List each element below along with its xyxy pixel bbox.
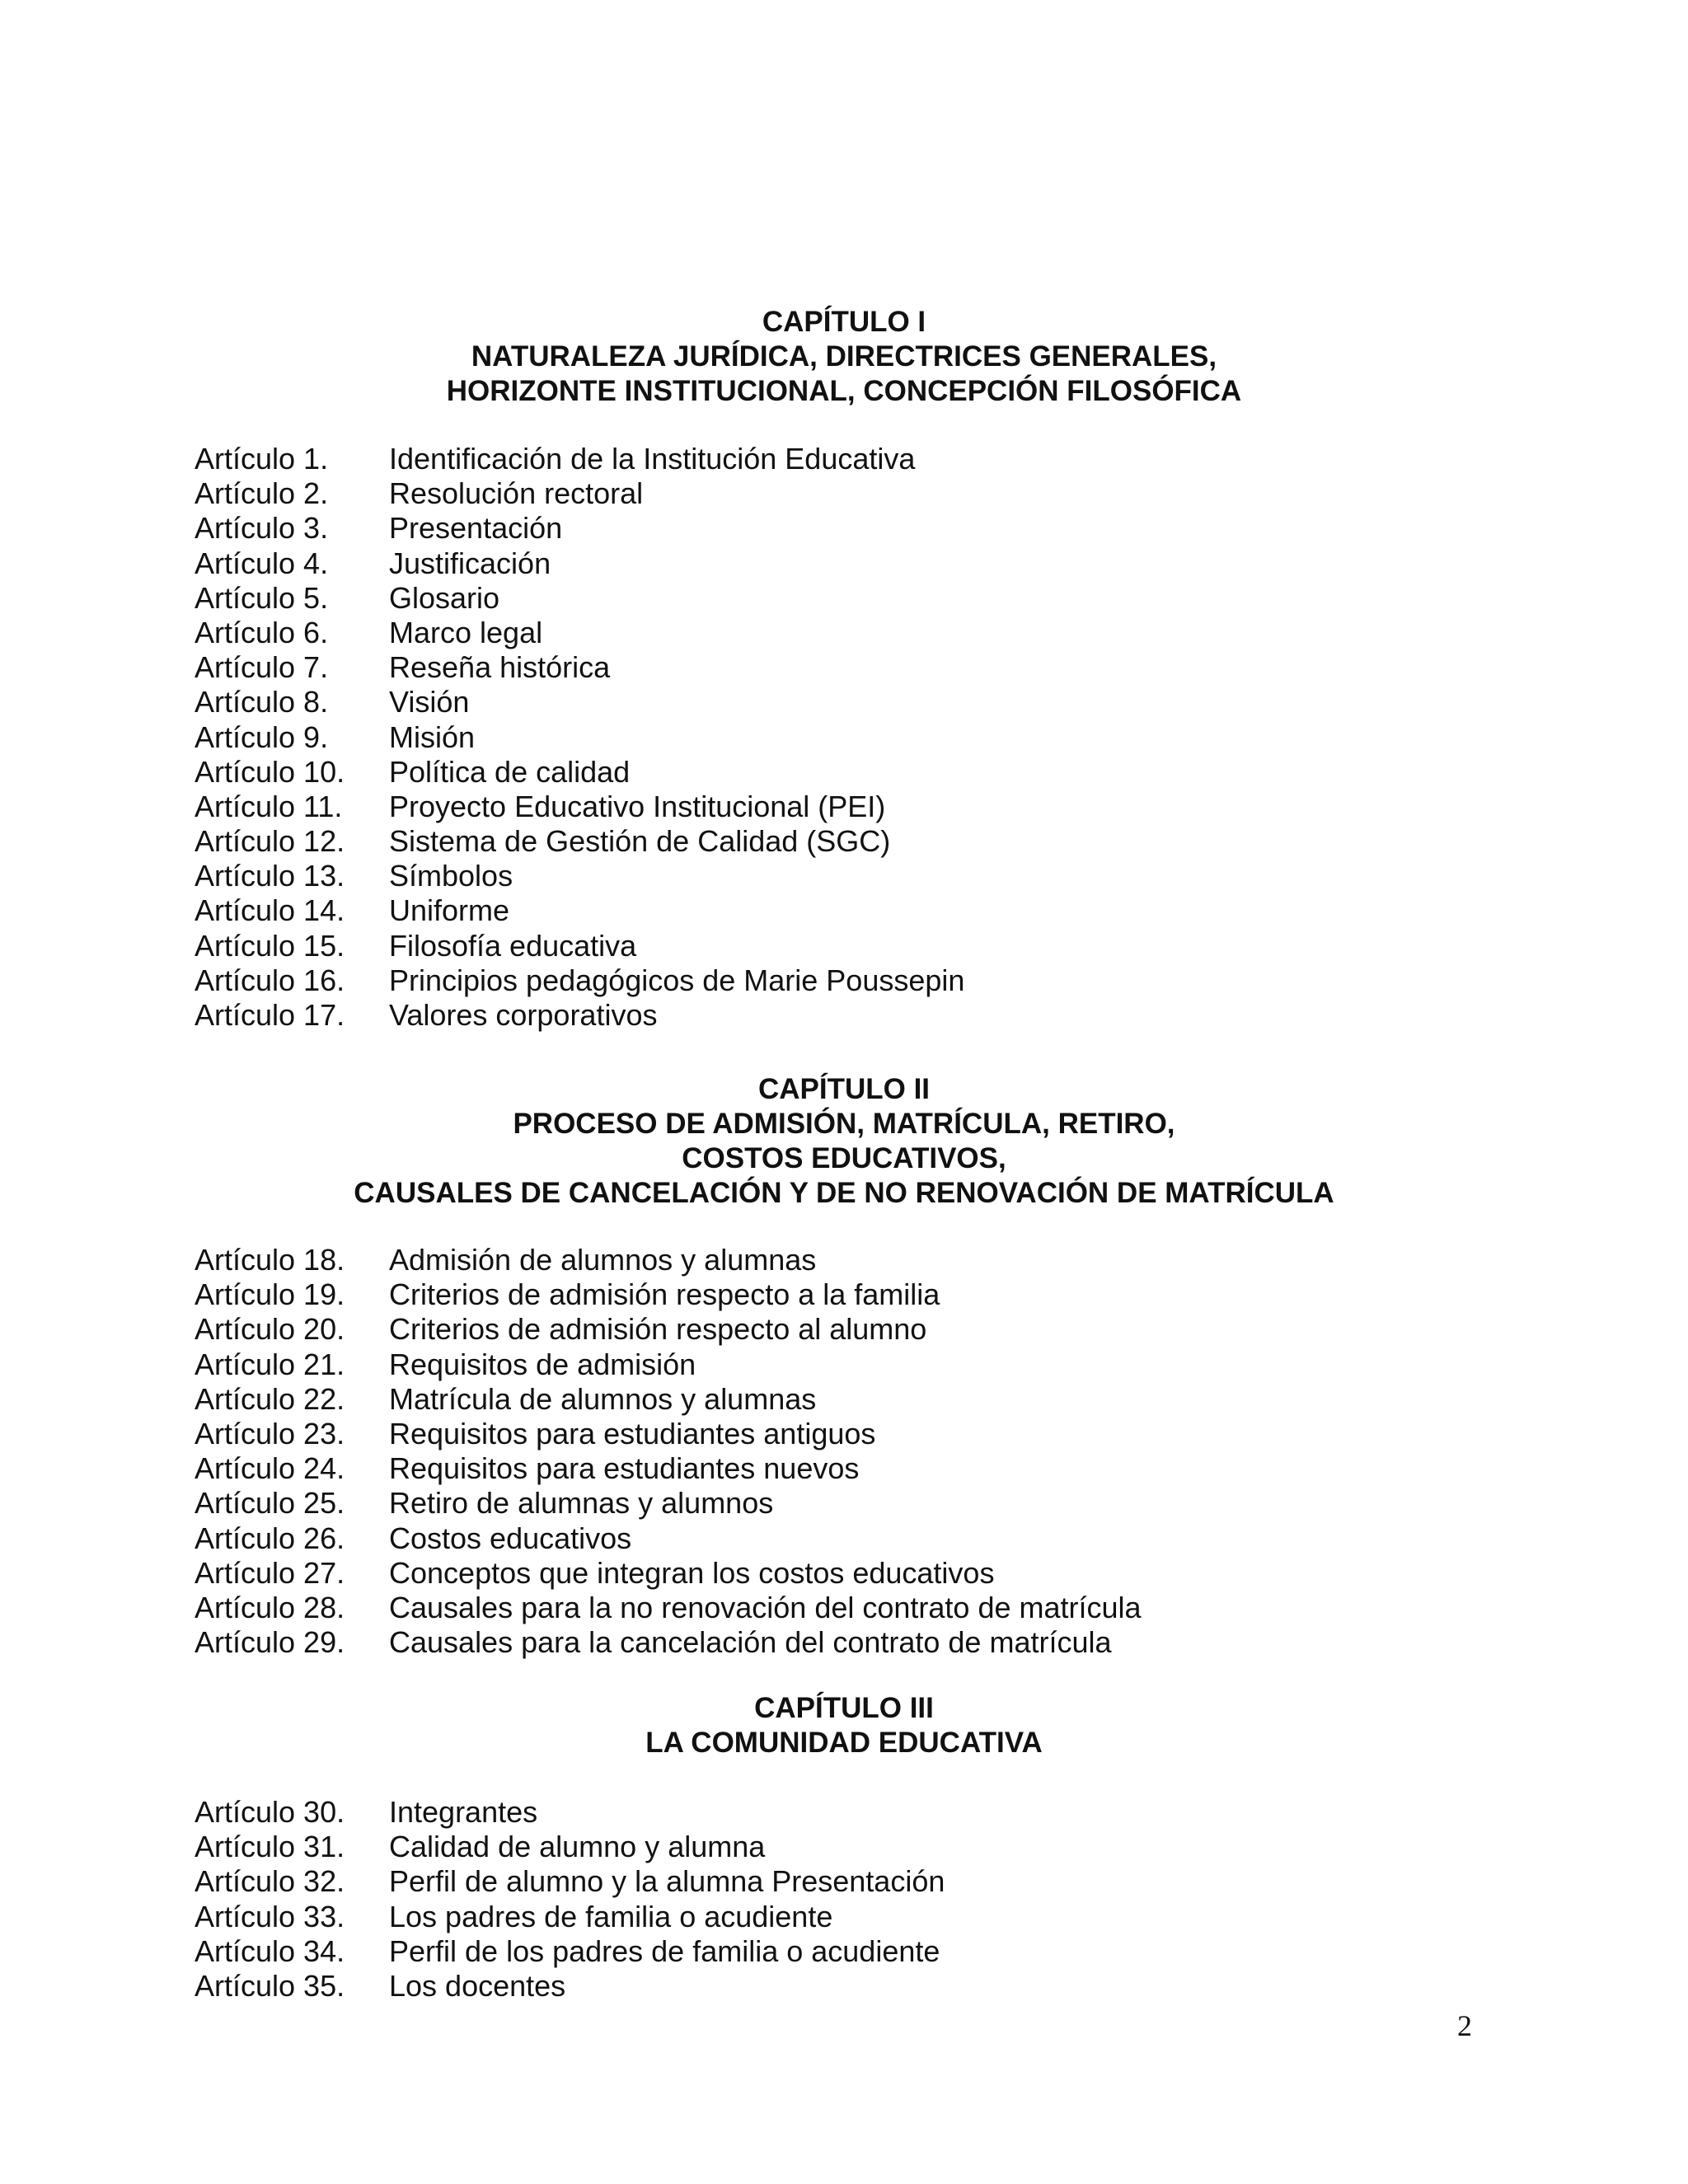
chapter-title: CAPÍTULO III — [754, 1692, 934, 1724]
article-title: Perfil de alumno y la alumna Presentación — [389, 1864, 945, 1899]
article-number: Artículo 30. — [195, 1795, 345, 1829]
article-title: Proyecto Educativo Institucional (PEI) — [389, 789, 886, 823]
article-number: Artículo 29. — [195, 1625, 345, 1660]
article-title: Glosario — [389, 580, 500, 615]
article-title: Causales para la no renovación del contrato de matrícula — [389, 1590, 1142, 1624]
list-item — [195, 1347, 1596, 1382]
article-number: Artículo 12. — [195, 824, 345, 859]
list-item — [195, 893, 1596, 928]
chapter-subtitle: COSTOS EDUCATIVOS, — [682, 1142, 1006, 1174]
article-number: Artículo 18. — [195, 1243, 345, 1277]
article-list — [195, 442, 1596, 1033]
list-item — [195, 1591, 1596, 1625]
article-number: Artículo 4. — [195, 546, 329, 580]
list-item — [195, 546, 1596, 581]
article-number: Artículo 6. — [195, 615, 329, 649]
chapter-subtitle: LA COMUNIDAD EDUCATIVA — [645, 1727, 1043, 1759]
article-number: Artículo 5. — [195, 580, 329, 615]
list-item — [195, 859, 1596, 893]
chapter-heading — [0, 1691, 1688, 1760]
chapter-heading — [0, 305, 1688, 409]
chapter-title: CAPÍTULO I — [762, 306, 926, 338]
article-number: Artículo 28. — [195, 1590, 345, 1624]
list-item — [195, 963, 1596, 998]
chapter-subtitle: CAUSALES DE CANCELACIÓN Y DE NO RENOVACIÓN DE MATRÍCULA — [354, 1177, 1334, 1209]
article-number: Artículo 10. — [195, 754, 345, 789]
list-item — [195, 685, 1596, 719]
article-number: Artículo 17. — [195, 998, 345, 1032]
list-item — [195, 1625, 1596, 1660]
list-item — [195, 1830, 1596, 1864]
article-title: Retiro de alumnas y alumnos — [389, 1486, 774, 1521]
chapter-subtitle: HORIZONTE INSTITUCIONAL, CONCEPCIÓN FILOSÓFICA — [446, 375, 1242, 407]
list-item — [195, 1243, 1596, 1277]
article-title: Causales para la cancelación del contrato de matrícula — [389, 1625, 1112, 1660]
article-title: Identificación de la Institución Educativa — [389, 442, 916, 476]
article-number: Artículo 19. — [195, 1277, 345, 1312]
article-title: Requisitos para estudiantes nuevos — [389, 1451, 860, 1486]
article-title: Política de calidad — [389, 754, 631, 789]
list-item — [195, 1521, 1596, 1556]
list-item — [195, 581, 1596, 616]
article-list — [195, 1795, 1596, 2004]
list-item — [195, 755, 1596, 790]
article-number: Artículo 25. — [195, 1486, 345, 1521]
chapter-title: CAPÍTULO II — [757, 1073, 931, 1105]
article-title: Principios pedagógicos de Marie Poussepin — [389, 963, 965, 997]
list-item — [195, 1864, 1596, 1899]
list-item — [195, 929, 1596, 963]
article-title: Admisión de alumnos y alumnas — [389, 1243, 817, 1277]
article-number: Artículo 27. — [195, 1555, 345, 1590]
list-item — [195, 1556, 1596, 1591]
list-item — [195, 442, 1596, 476]
list-item — [195, 790, 1596, 824]
article-number: Artículo 32. — [195, 1864, 345, 1899]
article-list — [195, 1243, 1596, 1660]
page-number: 2 — [1457, 2009, 1472, 2042]
article-number: Artículo 21. — [195, 1347, 345, 1381]
article-number: Artículo 9. — [195, 719, 329, 754]
list-item — [195, 1900, 1596, 1934]
list-item — [195, 1451, 1596, 1486]
article-number: Artículo 31. — [195, 1830, 345, 1864]
article-title: Los padres de familia o acudiente — [389, 1899, 833, 1933]
list-item — [195, 1417, 1596, 1451]
article-title: Sistema de Gestión de Calidad (SGC) — [389, 824, 891, 859]
article-number: Artículo 26. — [195, 1521, 345, 1555]
article-title: Matrícula de alumnos y alumnas — [389, 1381, 817, 1416]
article-number: Artículo 16. — [195, 963, 345, 997]
list-item — [195, 650, 1596, 685]
article-number: Artículo 1. — [195, 442, 329, 476]
list-item — [195, 476, 1596, 511]
article-title: Criterios de admisión respecto al alumno — [389, 1312, 927, 1347]
article-number: Artículo 13. — [195, 859, 345, 893]
article-title: Misión — [389, 719, 476, 754]
article-title: Resolución rectoral — [389, 476, 644, 511]
article-number: Artículo 11. — [195, 789, 343, 823]
list-item — [195, 1969, 1596, 2004]
article-number: Artículo 8. — [195, 685, 329, 719]
article-title: Filosofía educativa — [389, 928, 637, 963]
article-title: Conceptos que integran los costos educativos — [389, 1555, 995, 1590]
article-title: Visión — [389, 685, 470, 719]
article-number: Artículo 35. — [195, 1968, 345, 2003]
article-title: Requisitos para estudiantes antiguos — [389, 1416, 876, 1451]
article-title: Costos educativos — [389, 1521, 632, 1555]
article-number: Artículo 23. — [195, 1416, 345, 1451]
list-item — [195, 998, 1596, 1033]
list-item — [195, 1795, 1596, 1830]
chapter-subtitle: NATURALEZA JURÍDICA, DIRECTRICES GENERALES, — [471, 340, 1217, 373]
article-title: Integrantes — [389, 1795, 538, 1829]
article-title: Valores corporativos — [389, 998, 658, 1032]
chapter-subtitle: PROCESO DE ADMISIÓN, MATRÍCULA, RETIRO, — [513, 1108, 1175, 1140]
article-title: Marco legal — [389, 615, 543, 649]
list-item — [195, 1486, 1596, 1521]
article-number: Artículo 22. — [195, 1381, 345, 1416]
article-number: Artículo 7. — [195, 650, 329, 685]
article-title: Requisitos de admisión — [389, 1347, 696, 1381]
article-number: Artículo 24. — [195, 1451, 345, 1486]
article-title: Criterios de admisión respecto a la familia — [389, 1277, 940, 1312]
article-number: Artículo 15. — [195, 928, 345, 963]
article-title: Símbolos — [389, 859, 513, 893]
article-title: Calidad de alumno y alumna — [389, 1830, 766, 1864]
article-title: Presentación — [389, 511, 563, 546]
list-item — [195, 511, 1596, 546]
article-number: Artículo 2. — [195, 476, 329, 511]
article-title: Justificación — [389, 546, 551, 580]
article-number: Artículo 3. — [195, 511, 329, 546]
list-item — [195, 1277, 1596, 1312]
list-item — [195, 1934, 1596, 1969]
article-number: Artículo 33. — [195, 1899, 345, 1933]
list-item — [195, 720, 1596, 755]
article-number: Artículo 20. — [195, 1312, 345, 1347]
article-title: Reseña histórica — [389, 650, 611, 685]
list-item — [195, 1312, 1596, 1347]
chapter-heading — [0, 1072, 1688, 1211]
list-item — [195, 616, 1596, 650]
article-number: Artículo 34. — [195, 1933, 345, 1968]
list-item — [195, 1382, 1596, 1417]
article-title: Perfil de los padres de familia o acudiente — [389, 1933, 940, 1968]
article-title: Los docentes — [389, 1968, 566, 2003]
list-item — [195, 824, 1596, 859]
article-title: Uniforme — [389, 893, 510, 928]
article-number: Artículo 14. — [195, 893, 345, 928]
